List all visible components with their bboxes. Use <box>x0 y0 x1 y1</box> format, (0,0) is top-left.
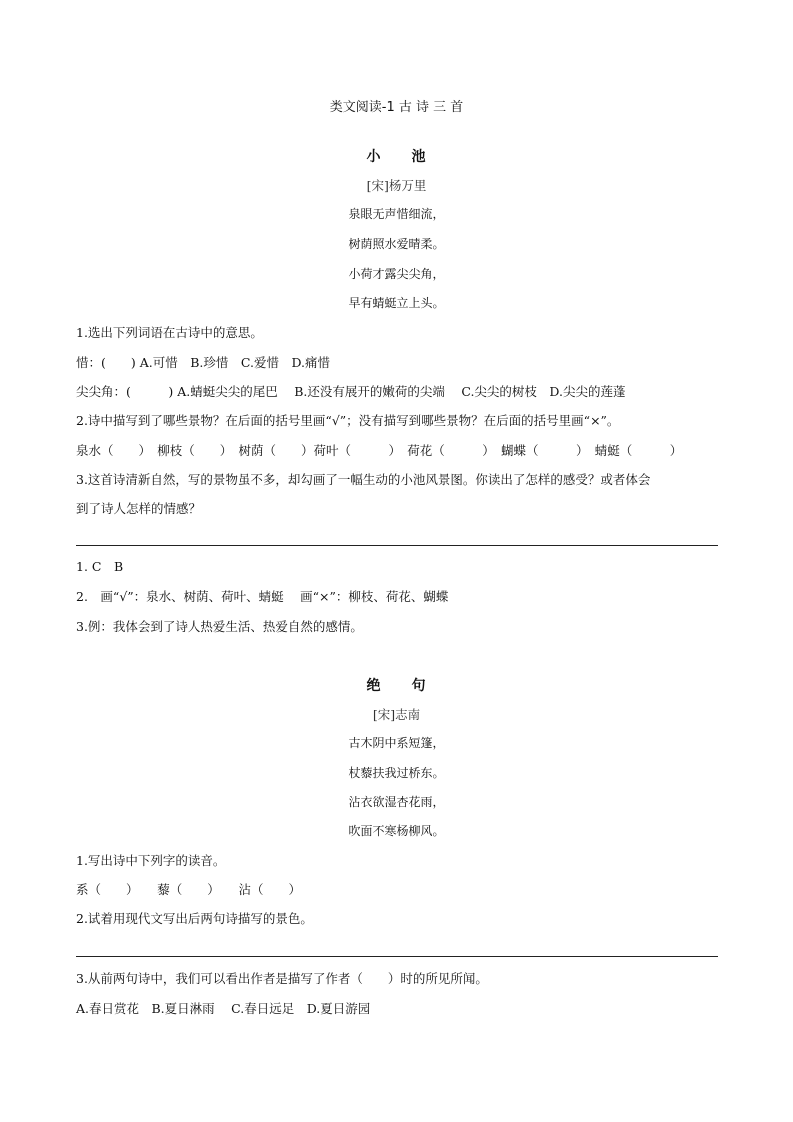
poem2-line-1: 古木阴中系短篷， <box>348 736 445 750</box>
poem2-q3-options: A.春日赏花 B.夏日淋雨 C.春日远足 D.夏日游园 <box>76 1001 371 1016</box>
poem1-answer-3: 3.例：我体会到了诗人热爱生活、热爱自然的感情。 <box>76 619 363 634</box>
poem1-answer-1: 1. C B <box>76 559 124 574</box>
poem2-line-2: 杖藜扶我过桥东。 <box>348 766 445 780</box>
poem1-title: 小 池 <box>366 149 427 165</box>
answer-line-1 <box>76 545 718 546</box>
answer-line-2 <box>76 956 718 957</box>
poem2-q1-items: 系（ ） 藜（ ） 沾（ ） <box>76 882 302 897</box>
poem2-line-3: 沾衣欲湿杏花雨， <box>348 795 445 809</box>
poem1-line-4: 早有蜻蜓立上头。 <box>348 296 445 310</box>
poem1-q1-line-a: 惜：( ) A.可惜 B.珍惜 C.爱惜 D.痛惜 <box>76 355 331 370</box>
poem1-q1-prompt: 1.选出下列词语在古诗中的意思。 <box>76 325 263 340</box>
poem2-title: 绝 句 <box>366 678 427 694</box>
poem2-q3-prompt: 3.从前两句诗中，我们可以看出作者是描写了作者（ ）时的所见所闻。 <box>76 971 488 986</box>
poem1-q3-line1: 3.这首诗清新自然，写的景物虽不多，却勾画了一幅生动的小池风景图。你读出了怎样的感受？或者体会 <box>76 472 651 487</box>
poem1-answer-2: 2. 画“√”：泉水、树荫、荷叶、蜻蜓 画“×”：柳枝、荷花、蝴蝶 <box>76 589 449 604</box>
poem1-q2-items: 泉水（ ） 柳枝（ ） 树荫（ ）荷叶（ ） 荷花（ ） 蝴蝶（ ） 蜻蜓（ ） <box>76 443 683 458</box>
poem2-line-4: 吹面不寒杨柳风。 <box>348 824 445 838</box>
poem1-author: [宋]杨万里 <box>366 178 427 193</box>
poem2-q1-prompt: 1.写出诗中下列字的读音。 <box>76 853 226 868</box>
poem2-author: [宋]志南 <box>372 707 421 722</box>
page-title: 类文阅读-1 古 诗 三 首 <box>329 100 464 115</box>
poem1-q3-line2: 到了诗人怎样的情感？ <box>76 501 202 516</box>
poem1-q1-line-b: 尖尖角：( ) A.蜻蜓尖尖的尾巴 B.还没有展开的嫩荷的尖端 C.尖尖的树枝 D.尖尖的莲蓬 <box>76 384 626 399</box>
poem2-q2-prompt: 2.试着用现代文写出后两句诗描写的景色。 <box>76 911 313 926</box>
poem1-line-3: 小荷才露尖尖角， <box>348 267 445 281</box>
poem1-line-2: 树荫照水爱晴柔。 <box>348 237 445 251</box>
poem1-q2-prompt: 2.诗中描写到了哪些景物？在后面的括号里画“√”；没有描写到哪些景物？在后面的括号里画“×”。 <box>76 413 620 428</box>
poem1-line-1: 泉眼无声惜细流， <box>348 207 445 221</box>
